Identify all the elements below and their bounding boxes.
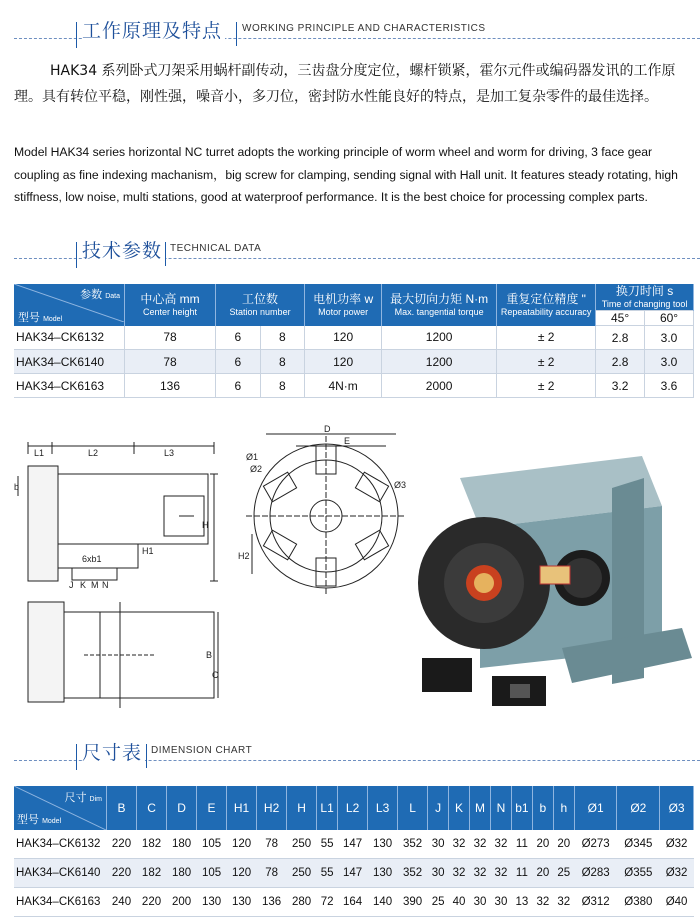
model-cell: HAK34–CK6163 <box>14 888 107 917</box>
dim-cell: 32 <box>449 830 470 859</box>
dim-cell: 11 <box>511 859 532 888</box>
dim-cell: 130 <box>368 830 398 859</box>
dim-cell: 32 <box>470 859 491 888</box>
dim-cell: 30 <box>490 888 511 917</box>
header-repeatability: 重复定位精度 " Repeatability accuracy <box>497 284 596 326</box>
divider-bar <box>76 744 77 770</box>
table-row <box>14 888 694 917</box>
dim-cell: 30 <box>428 830 449 859</box>
dim-cell: 352 <box>398 859 428 888</box>
dim-label-h1: H1 <box>142 546 154 556</box>
dim-cell: 240 <box>107 888 137 917</box>
divider-bar <box>76 22 77 48</box>
dim-header: L1 <box>317 786 338 830</box>
dim-header: B <box>107 786 137 830</box>
dim-cell: 32 <box>532 888 553 917</box>
dim-cell: 220 <box>107 830 137 859</box>
corner-bottom-en: Model <box>43 315 63 323</box>
table-row: HAK34–CK6140 78 6 8 120 1200 ± 2 2.8 3.0 <box>14 350 694 374</box>
dim-cell: 78 <box>257 859 287 888</box>
header-motor-power: 电机功率 w Motor power <box>305 284 382 326</box>
section-dimension-header <box>0 740 700 770</box>
corner-top-cn: 尺寸 <box>64 792 87 804</box>
dim-label-b-width: B <box>206 650 213 660</box>
dim-header: H1 <box>227 786 257 830</box>
dim-header: N <box>490 786 511 830</box>
header-60-degrees: 60° <box>645 311 694 326</box>
dimension-chart-table <box>14 786 694 917</box>
dim-cell: 78 <box>257 830 287 859</box>
dim-label-phi1: Ø1 <box>246 452 259 462</box>
dim-cell: 164 <box>338 888 368 917</box>
dim-cell: 147 <box>338 830 368 859</box>
dim-cell: 220 <box>107 859 137 888</box>
dim-cell: 72 <box>317 888 338 917</box>
header-center-height: 中心高 mm Center height <box>125 284 216 326</box>
dim-header: J <box>428 786 449 830</box>
dim-cell: Ø312 <box>574 888 617 917</box>
dim-label-k: K <box>80 580 87 590</box>
dim-header: Ø2 <box>617 786 660 830</box>
table-row: HAK34–CK6132 78 6 8 120 1200 ± 2 2.8 3.0 <box>14 326 694 350</box>
dim-header: C <box>137 786 167 830</box>
dim-header: Ø1 <box>574 786 617 830</box>
corner-bottom-en: Model <box>42 818 62 825</box>
table-corner-cell <box>14 786 107 830</box>
dim-header: b1 <box>511 786 532 830</box>
dim-cell: Ø273 <box>574 830 617 859</box>
dim-cell: 25 <box>553 859 574 888</box>
nameplate <box>540 566 570 584</box>
dim-cell: 130 <box>227 888 257 917</box>
dim-cell: 352 <box>398 830 428 859</box>
table-corner-cell <box>14 284 125 326</box>
table-row <box>14 859 694 888</box>
dim-cell: Ø32 <box>660 830 694 859</box>
technical-data-table <box>14 284 694 398</box>
dim-cell: Ø283 <box>574 859 617 888</box>
dim-cell: 120 <box>227 859 257 888</box>
dim-cell: 136 <box>257 888 287 917</box>
dim-header: b <box>532 786 553 830</box>
section-title-cn: 技术参数 <box>82 236 165 263</box>
section-technical-data-header <box>0 238 700 268</box>
dim-cell: Ø40 <box>660 888 694 917</box>
dim-header: E <box>197 786 227 830</box>
dim-cell: 390 <box>398 888 428 917</box>
section-title-en: TECHNICAL DATA <box>170 243 262 254</box>
dim-label-m: M <box>91 580 99 590</box>
top-view-drawing <box>24 598 224 713</box>
dim-label-l1: L1 <box>34 448 45 458</box>
divider-bar <box>146 744 147 768</box>
dim-cell: Ø355 <box>617 859 660 888</box>
dim-header: M <box>470 786 491 830</box>
dim-header: h <box>553 786 574 830</box>
dim-header: H <box>287 786 317 830</box>
dim-cell: 20 <box>532 859 553 888</box>
side-view-drawing <box>14 436 224 596</box>
dim-cell: 20 <box>532 830 553 859</box>
dim-cell: 105 <box>197 830 227 859</box>
dim-cell: 147 <box>338 859 368 888</box>
dim-cell: 32 <box>470 830 491 859</box>
dim-cell: 130 <box>368 859 398 888</box>
dim-cell: 32 <box>490 830 511 859</box>
dim-header: L3 <box>368 786 398 830</box>
dim-header: H2 <box>257 786 287 830</box>
dim-label-c: C <box>212 670 219 680</box>
dim-header: D <box>167 786 197 830</box>
dim-cell: 11 <box>511 830 532 859</box>
dim-label-h: H <box>202 520 209 530</box>
dim-cell: 20 <box>553 830 574 859</box>
intro-cn-paragraph: HAK34 系列卧式刀架采用蜗杆副传动，三齿盘分度定位，螺杆锁紧，霍尔元件或编码器发讯的工作原理。具有转位平稳，刚性强，噪音小，多刀位，密封防水性能良好的特点，是加工复杂零件的最佳选择。 <box>14 63 676 105</box>
dim-cell: 250 <box>287 859 317 888</box>
dim-header: Ø3 <box>660 786 694 830</box>
dim-cell: 180 <box>167 830 197 859</box>
section-working-principle-header <box>0 18 700 48</box>
dim-label-6xb1: 6xb1 <box>82 554 102 564</box>
corner-top-cn: 参数 <box>80 289 103 301</box>
dim-cell: 13 <box>511 888 532 917</box>
dim-cell: Ø345 <box>617 830 660 859</box>
front-view-drawing <box>236 424 411 599</box>
table-row <box>14 830 694 859</box>
dim-cell: 180 <box>167 859 197 888</box>
dim-cell: 280 <box>287 888 317 917</box>
corner-top-en: Data <box>105 293 120 300</box>
dim-cell: 55 <box>317 830 338 859</box>
dim-label-e: E <box>344 436 351 446</box>
section-title-en: WORKING PRINCIPLE AND CHARACTERISTICS <box>242 23 486 34</box>
dim-label-phi3: Ø3 <box>394 480 407 490</box>
dim-header: L2 <box>338 786 368 830</box>
dim-cell: 55 <box>317 859 338 888</box>
dim-cell: 32 <box>553 888 574 917</box>
divider-bar <box>236 22 237 46</box>
turret-product-photo <box>412 448 700 708</box>
corner-top-en: Dim <box>89 796 102 803</box>
corner-bottom-cn: 型号 <box>17 814 39 826</box>
dim-cell: 25 <box>428 888 449 917</box>
divider-bar <box>76 242 77 268</box>
tool-holder-block <box>422 658 472 692</box>
model-cell: HAK34–CK6132 <box>14 830 107 859</box>
dim-cell: 120 <box>227 830 257 859</box>
dim-cell: 30 <box>428 859 449 888</box>
dim-cell: 182 <box>137 830 167 859</box>
dim-header: K <box>449 786 470 830</box>
dim-label-j: J <box>69 580 74 590</box>
dim-cell: Ø380 <box>617 888 660 917</box>
dim-cell: Ø32 <box>660 859 694 888</box>
dim-cell: 130 <box>197 888 227 917</box>
dim-label-n: N <box>102 580 109 590</box>
corner-bottom-cn: 型号 <box>18 311 40 324</box>
header-45-degrees: 45° <box>596 311 645 326</box>
dim-label-h2: H2 <box>238 551 250 561</box>
dim-cell: 200 <box>167 888 197 917</box>
dim-cell: 32 <box>490 859 511 888</box>
header-change-time: 换刀时间 s Time of changing tool <box>596 284 694 311</box>
dim-cell: 140 <box>368 888 398 917</box>
header-max-torque: 最大切向力矩 N·m Max. tangential torque <box>382 284 497 326</box>
dim-cell: 182 <box>137 859 167 888</box>
section-title-cn: 工作原理及特点 <box>82 16 225 43</box>
dim-cell: 220 <box>137 888 167 917</box>
dim-cell: 40 <box>449 888 470 917</box>
dim-cell: 105 <box>197 859 227 888</box>
table-row: HAK34–CK6163 136 6 8 4N·m 2000 ± 2 3.2 3.6 <box>14 374 694 398</box>
dim-header: L <box>398 786 428 830</box>
intro-en-paragraph: Model HAK34 series horizontal NC turret adopts the working principle of worm wheel and worm for driving, 3 face gear coupling as fine indexing machanism，big screw for clamping, sending signal with Hall unit. It features steady rotating, high stiffness, low noise, multi stations, good at waterproof performance. It is the best choice for processing complex parts. <box>14 145 678 204</box>
dim-cell: 32 <box>449 859 470 888</box>
dim-label-d: D <box>324 424 331 434</box>
dim-cell: 250 <box>287 830 317 859</box>
header-station-number: 工位数 Station number <box>216 284 305 326</box>
dim-label-b: b <box>14 482 20 492</box>
divider-bar <box>165 242 166 266</box>
section-title-en: DIMENSION CHART <box>151 745 253 756</box>
section-title-cn: 尺寸表 <box>82 738 145 765</box>
dim-label-l3: L3 <box>164 448 175 458</box>
dim-cell: 30 <box>470 888 491 917</box>
dim-label-phi2: Ø2 <box>250 464 263 474</box>
model-cell: HAK34–CK6140 <box>14 859 107 888</box>
dim-label-l2: L2 <box>88 448 99 458</box>
